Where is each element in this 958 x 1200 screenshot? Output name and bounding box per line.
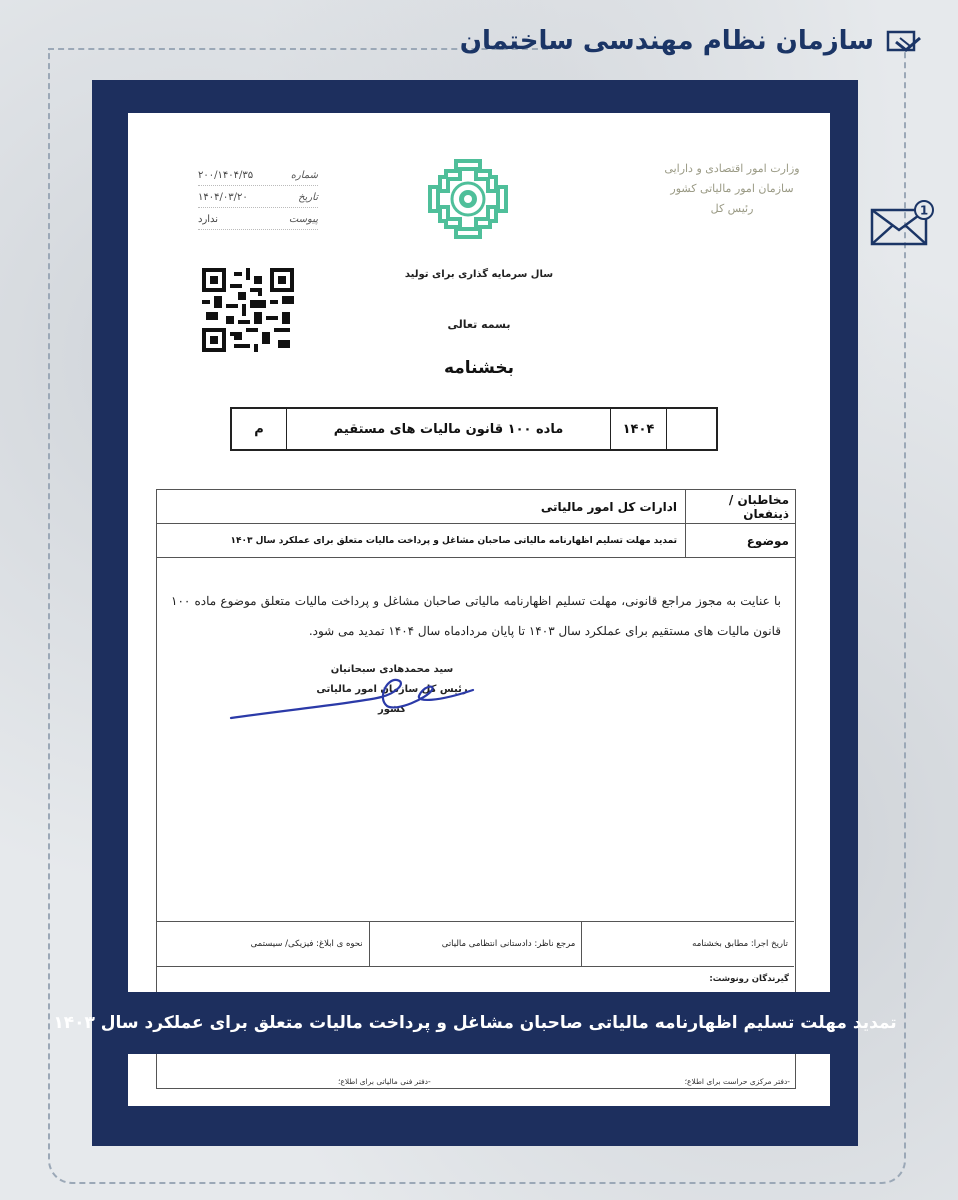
subject-row <box>157 524 795 558</box>
subject-label: موضوع <box>685 524 795 557</box>
handshake-icon <box>886 28 924 58</box>
signer-name: سید محمدهادی سبحانیان <box>330 664 454 675</box>
addressee-row <box>157 490 795 524</box>
ministry-line: رئیس کل <box>710 202 754 215</box>
bismillah: بسمه تعالی <box>447 318 511 331</box>
ministry-line: سازمان امور مالیاتی کشور <box>670 182 794 195</box>
mail-badge-count: 1 <box>919 203 929 218</box>
ministry-line: وزارت امور اقتصادی و دارایی <box>664 162 800 175</box>
ref-year-cell: ۱۴۰۴ <box>610 409 666 449</box>
circular-title: بخشنامه <box>443 358 515 378</box>
cc-item: -دفتر فنی مالیاتی برای اطلاع؛ <box>338 1077 431 1086</box>
meta-date-label: تاریخ <box>298 191 318 203</box>
ministry-header <box>652 159 812 219</box>
supervising-authority: مرجع ناظر: دادستانی انتظامی مالیاتی <box>369 922 582 966</box>
year-slogan: سال سرمایه گذاری برای تولید <box>404 269 554 280</box>
caption-band <box>53 992 897 1054</box>
tax-organization-emblem <box>426 157 510 241</box>
meta-attachment-row <box>198 209 318 230</box>
organization-title: سازمان نظام مهندسی ساختمان <box>459 26 874 56</box>
subject-value: تمدید مهلت تسلیم اظهارنامه مالیاتی صاحبان مشاغل و پرداخت مالیات متعلق برای عملکرد سال ۱۴۰۳ <box>230 535 677 546</box>
ref-subject-cell: ماده ۱۰۰ قانون مالیات های مستقیم <box>286 409 610 449</box>
envelope-icon <box>870 198 934 248</box>
addressee-label: مخاطبان / ذینفعان <box>685 490 795 523</box>
cc-list <box>128 1063 830 1103</box>
meta-number-value: ۲۰۰/۱۴۰۴/۳۵ <box>198 169 254 181</box>
meta-attachment-label: پیوست <box>288 213 318 225</box>
ref-code-cell: م <box>254 421 264 437</box>
cc-recipients-label: گیرندگان رونوشت: <box>709 974 789 984</box>
reference-table <box>230 407 718 451</box>
circular-body: با عنایت به مجوز مراجع قانونی، مهلت تسلیم اظهارنامه مالیاتی صاحبان مشاغل و پرداخت مالیات متعلق موضوع ماده ۱۰۰ قانون مالیات های مستقیم برای عملکرد سال ۱۴۰۳ تا پایان مردادماه سال ۱۴۰۴ تمدید می شود. <box>171 594 781 638</box>
execution-footer <box>157 921 794 967</box>
execution-date: تاریخ اجرا: مطابق بخشنامه <box>581 922 794 966</box>
letter-meta <box>198 165 318 231</box>
addressee-value: ادارات کل امور مالیاتی <box>540 499 677 514</box>
notification-method: نحوه ی ابلاغ: فیزیکی/ سیستمی <box>250 939 363 949</box>
meta-attachment-value: ندارد <box>198 213 219 225</box>
meta-number-row <box>198 165 318 186</box>
letter-paper <box>128 113 830 1106</box>
ref-empty-cell <box>666 409 716 449</box>
meta-date-row <box>198 187 318 208</box>
caption-text: تمدید مهلت تسلیم اظهارنامه مالیاتی صاحبان مشاغل و پرداخت مالیات متعلق برای عملکرد سال ۱۴۰۳ <box>53 1013 897 1033</box>
handwritten-signature <box>227 668 477 728</box>
cc-item: -دفتر مرکزی حراست برای اطلاع؛ <box>684 1077 790 1086</box>
qr-code <box>202 268 294 352</box>
meta-date-value: ۱۴۰۴/۰۳/۲۰ <box>198 191 248 203</box>
signer-title: رئیس کل سازمان امور مالیاتی کشور <box>316 684 468 715</box>
meta-number-label: شماره <box>290 169 318 181</box>
